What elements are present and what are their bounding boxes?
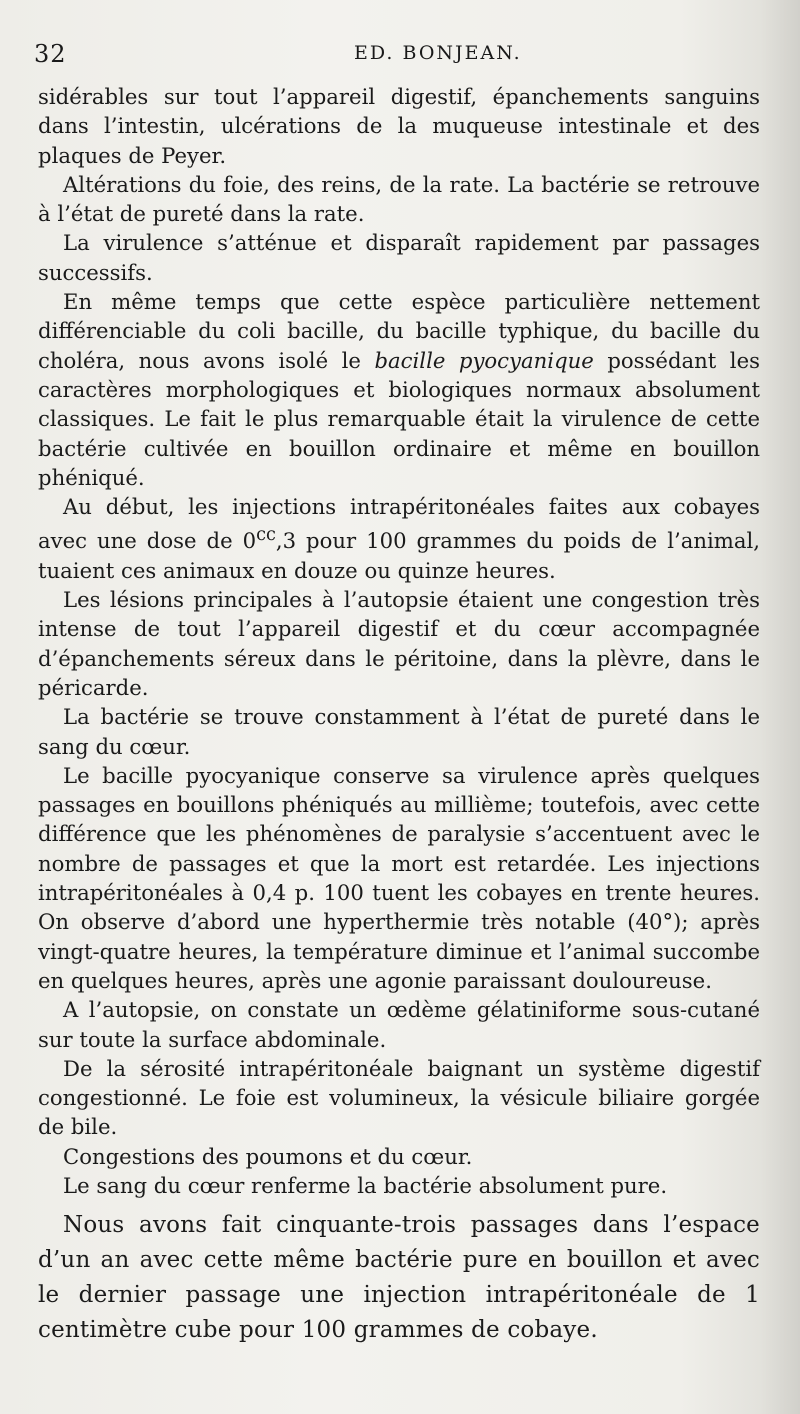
paragraph-text: possédant les caractères morphologiques et biologiques normaux absolument classiques. Le fait le plus remarquable était la virulence de cette bactérie cultivée en bouillon ordinaire et même en bouillon phéniqué. (38, 347, 760, 490)
paragraph-pyocyanique (38, 287, 760, 492)
paragraph-serosite: De la sérosité intrapéritonéale baignant un système digestif congestionné. Le foie est volumineux, la vésicule biliaire gorgée de bile. (38, 1055, 760, 1140)
scan-edge-shadow (760, 0, 800, 1414)
body-text (38, 82, 760, 1348)
paragraph-continuation: sidérables sur tout l’appareil digestif, épanchements sanguins dans l’intestin, ulcérations de la muqueuse intestinale et des plaques de Peyer. (38, 84, 760, 168)
page-header (34, 40, 774, 70)
paragraph-autopsie: A l’autopsie, on constate un œdème gélatiniforme sous-cutané sur toute la surface abdominale. (38, 997, 760, 1052)
paragraph-congestions: Congestions des poumons et du cœur. (63, 1143, 473, 1169)
paragraph-sang: Le sang du cœur renferme la bactérie absolument pure. (63, 1173, 668, 1199)
running-head: ED. BONJEAN. (354, 42, 522, 64)
paragraph-text: En même temps que cette espèce particulière nettement différenciable du coli bacille, du bacille typhique, du bacille du choléra, nous avons isolé le (38, 289, 760, 373)
paragraph-cinquante-trois: Nous avons fait cinquante-trois passages dans l’espace d’un an avec cette même bactérie pure en bouillon et avec le dernier passage une injection intrapéritonéale de 1 centimètre cube pour 100 grammes de cobaye. (38, 1212, 760, 1344)
paragraph-text: ,3 pour 100 grammes du poids de l’animal, tuaient ces animaux en douze ou quinze heures. (38, 528, 760, 583)
paragraph-alterations: Altérations du foie, des reins, de la rate. La bactérie se retrouve à l’état de pureté dans la rate. (38, 171, 760, 227)
page-number: 32 (34, 40, 67, 68)
italic-term: bacille pyocyanique (374, 347, 594, 373)
paragraph-virulence: La virulence s’atténue et disparaît rapidement par passages successifs. (38, 230, 760, 285)
paragraph-text: Au début, les injections intrapéritonéales faites aux cobayes avec une dose de 0 (38, 494, 760, 554)
paragraph-purete: La bactérie se trouve constamment à l’état de pureté dans le sang du cœur. (38, 704, 760, 759)
paragraph-lesions: Les lésions principales à l’autopsie étaient une congestion très intense de tout l’appareil digestif et du cœur accompagnée d’épanchements séreux dans le péritoine, dans la plèvre, dans le péricarde. (38, 587, 760, 700)
superscript-cc: cc (256, 525, 276, 546)
paragraph-injections (38, 492, 760, 585)
paragraph-passages: Le bacille pyocyanique conserve sa virulence après quelques passages en bouillons phéniqués au millième; toutefois, avec cette différence que les phénomènes de paralysie s’accentuent avec le nombre de passages et que la mort est retardée. Les injections intrapéritonéales à 0,4 p. 100 tuent les cobayes en trente heures. On observe d’abord une hyperthermie très notable (40°); après vingt-quatre heures, la température diminue et l’animal succombe en quelques heures, après une agonie paraissant douloureuse. (38, 762, 760, 993)
